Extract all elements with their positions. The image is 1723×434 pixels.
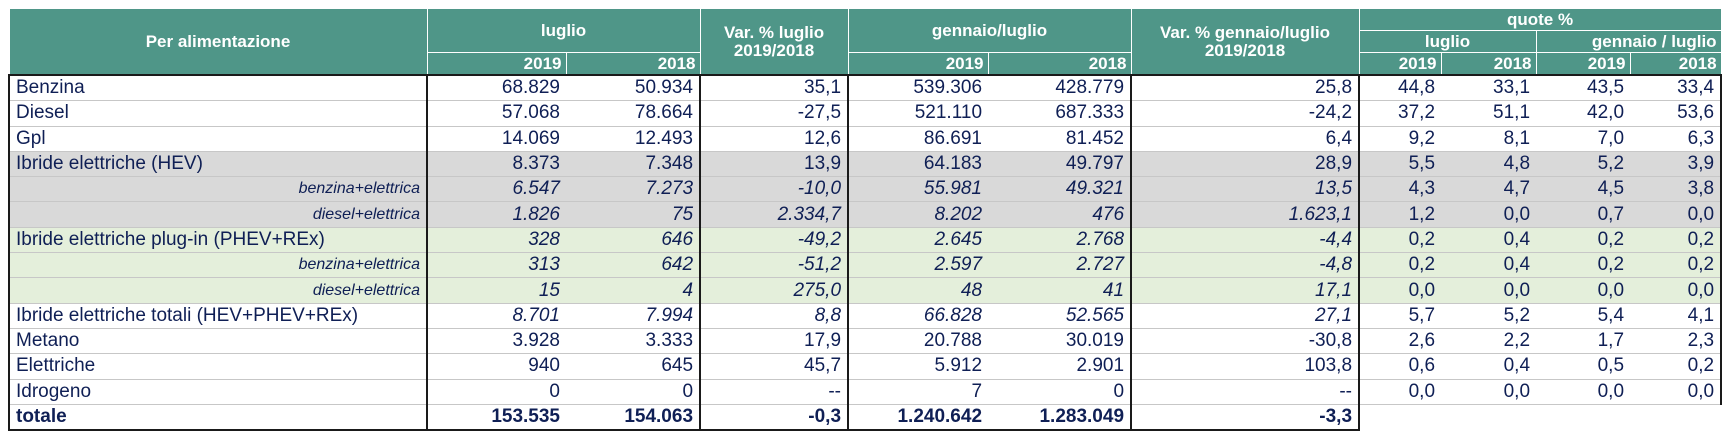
- cell-quote-luglio-2018: 51,1: [1441, 101, 1536, 126]
- cell-quote-luglio-2018: 33,1: [1441, 75, 1536, 101]
- cell-quote-gen-luglio-2018: 0,0: [1630, 278, 1721, 303]
- cell-quote-luglio-2019: 5,5: [1359, 151, 1441, 176]
- cell-quote-gen-luglio-2019: 43,5: [1536, 75, 1630, 101]
- cell-luglio-2019: 68.829: [427, 75, 566, 101]
- cell-gen-luglio-2018: 687.333: [988, 101, 1131, 126]
- header-per-alimentazione: Per alimentazione: [9, 9, 427, 76]
- cell-quote-luglio-2018: 0,4: [1441, 354, 1536, 379]
- cell-var-luglio: 12,6: [700, 126, 848, 151]
- row-label: diesel+elettrica: [9, 278, 427, 303]
- table-row: [9, 354, 1721, 379]
- cell-var-gen-luglio: 1.623,1: [1131, 202, 1359, 227]
- cell-quote-luglio-2019: 0,0: [1359, 379, 1441, 404]
- cell-luglio-2018: 7.273: [566, 177, 700, 202]
- cell-var-gen-luglio: 27,1: [1131, 303, 1359, 328]
- cell-luglio-2019: 8.373: [427, 151, 566, 176]
- cell-quote-gen-luglio-2018: 0,2: [1630, 227, 1721, 252]
- cell-quote-gen-luglio-2019: 7,0: [1536, 126, 1630, 151]
- cell-gen-luglio-2019: 5.912: [848, 354, 988, 379]
- cell-gen-luglio-2018: 81.452: [988, 126, 1131, 151]
- cell-luglio-2018: 642: [566, 253, 700, 278]
- cell-quote-luglio-2018: 5,2: [1441, 303, 1536, 328]
- cell-luglio-2018: 75: [566, 202, 700, 227]
- cell-quote-luglio-2019: 5,7: [1359, 303, 1441, 328]
- cell-quote-gen-luglio-2019: 5,4: [1536, 303, 1630, 328]
- cell-quote-luglio-2019: 37,2: [1359, 101, 1441, 126]
- header-gen-luglio-2018: 2018: [988, 53, 1131, 76]
- cell-quote-luglio-2019: 0,0: [1359, 278, 1441, 303]
- cell-quote-luglio-2018: 0,0: [1441, 379, 1536, 404]
- cell-var-gen-luglio: 13,5: [1131, 177, 1359, 202]
- cell-gen-luglio-2018: 52.565: [988, 303, 1131, 328]
- cell-gen-luglio-2018: 41: [988, 278, 1131, 303]
- table-row: [9, 202, 1721, 227]
- cell-gen-luglio-2019: 8.202: [848, 202, 988, 227]
- header-quote-luglio-2019: 2019: [1359, 53, 1441, 76]
- cell-gen-luglio-2019: 48: [848, 278, 988, 303]
- cell-var-luglio: 275,0: [700, 278, 848, 303]
- cell-quote-gen-luglio-2018: 53,6: [1630, 101, 1721, 126]
- cell-luglio-2019: 3.928: [427, 328, 566, 353]
- header-quote-gennaio-luglio: gennaio / luglio: [1536, 31, 1721, 53]
- cell-luglio-2019: 153.535: [427, 404, 566, 430]
- cell-var-luglio: 17,9: [700, 328, 848, 353]
- row-label: totale: [9, 404, 427, 430]
- cell-gen-luglio-2018: 30.019: [988, 328, 1131, 353]
- cell-var-luglio: 35,1: [700, 75, 848, 101]
- row-label: Diesel: [9, 101, 427, 126]
- header-gen-luglio-2019: 2019: [848, 53, 988, 76]
- cell-var-luglio: 8,8: [700, 303, 848, 328]
- cell-var-luglio: -51,2: [700, 253, 848, 278]
- cell-luglio-2019: 57.068: [427, 101, 566, 126]
- header-luglio-2019: 2019: [427, 53, 566, 76]
- table-row: [9, 75, 1721, 101]
- cell-quote-gen-luglio-2019: 0,2: [1536, 227, 1630, 252]
- cell-quote-gen-luglio-2019: 5,2: [1536, 151, 1630, 176]
- cell-gen-luglio-2019: 20.788: [848, 328, 988, 353]
- cell-quote-gen-luglio-2018: 0,2: [1630, 253, 1721, 278]
- header-quote-gen-luglio-2019: 2019: [1536, 53, 1630, 76]
- header-quote-luglio: luglio: [1359, 31, 1536, 53]
- cell-quote-luglio-2019: 44,8: [1359, 75, 1441, 101]
- cell-quote-luglio-2018: 4,7: [1441, 177, 1536, 202]
- cell-quote-luglio-2019: 9,2: [1359, 126, 1441, 151]
- cell-quote-luglio-2019: 0,6: [1359, 354, 1441, 379]
- cell-quote-gen-luglio-2018: 33,4: [1630, 75, 1721, 101]
- cell-quote-luglio-2019: 0,2: [1359, 253, 1441, 278]
- header-quote-gen-luglio-2018: 2018: [1630, 53, 1721, 76]
- table-row: [9, 303, 1721, 328]
- row-label: diesel+elettrica: [9, 202, 427, 227]
- cell-var-gen-luglio: 28,9: [1131, 151, 1359, 176]
- cell-gen-luglio-2018: 0: [988, 379, 1131, 404]
- table-row-total: [9, 404, 1721, 430]
- cell-gen-luglio-2019: 7: [848, 379, 988, 404]
- cell-quote-gen-luglio-2019: 0,0: [1536, 379, 1630, 404]
- cell-gen-luglio-2019: 521.110: [848, 101, 988, 126]
- cell-var-gen-luglio: -3,3: [1131, 404, 1359, 430]
- header-var-luglio: Var. % luglio 2019/2018: [700, 9, 848, 76]
- cell-gen-luglio-2018: 49.321: [988, 177, 1131, 202]
- table-row: [9, 151, 1721, 176]
- cell-quote-gen-luglio-2018: 4,1: [1630, 303, 1721, 328]
- table-row: [9, 328, 1721, 353]
- cell-luglio-2018: 78.664: [566, 101, 700, 126]
- cell-gen-luglio-2018: 2.768: [988, 227, 1131, 252]
- registrations-by-fuel-table: [8, 8, 1722, 431]
- row-label: benzina+elettrica: [9, 253, 427, 278]
- cell-quote-gen-luglio-2019: 0,2: [1536, 253, 1630, 278]
- header-quote: quote %: [1359, 9, 1721, 31]
- table-row: [9, 379, 1721, 404]
- row-label: Elettriche: [9, 354, 427, 379]
- cell-gen-luglio-2019: 66.828: [848, 303, 988, 328]
- cell-luglio-2019: 313: [427, 253, 566, 278]
- cell-quote-luglio-2019: 0,2: [1359, 227, 1441, 252]
- cell-gen-luglio-2019: 1.240.642: [848, 404, 988, 430]
- cell-luglio-2019: 328: [427, 227, 566, 252]
- cell-luglio-2018: 645: [566, 354, 700, 379]
- empty-quote-cell: [1359, 404, 1721, 430]
- cell-luglio-2019: 0: [427, 379, 566, 404]
- row-label: benzina+elettrica: [9, 177, 427, 202]
- cell-var-luglio: -0,3: [700, 404, 848, 430]
- cell-gen-luglio-2019: 539.306: [848, 75, 988, 101]
- table-row: [9, 253, 1721, 278]
- cell-luglio-2018: 12.493: [566, 126, 700, 151]
- cell-quote-gen-luglio-2019: 0,5: [1536, 354, 1630, 379]
- cell-quote-gen-luglio-2019: 42,0: [1536, 101, 1630, 126]
- cell-var-gen-luglio: 103,8: [1131, 354, 1359, 379]
- cell-var-luglio: -10,0: [700, 177, 848, 202]
- table-row: [9, 177, 1721, 202]
- cell-gen-luglio-2018: 2.901: [988, 354, 1131, 379]
- header-var-gennaio-luglio: Var. % gennaio/luglio 2019/2018: [1131, 9, 1359, 76]
- header-quote-luglio-2018: 2018: [1441, 53, 1536, 76]
- cell-gen-luglio-2018: 1.283.049: [988, 404, 1131, 430]
- cell-gen-luglio-2019: 2.645: [848, 227, 988, 252]
- cell-gen-luglio-2019: 86.691: [848, 126, 988, 151]
- header-luglio: luglio: [427, 9, 700, 53]
- cell-quote-luglio-2018: 0,0: [1441, 278, 1536, 303]
- cell-quote-luglio-2018: 0,4: [1441, 253, 1536, 278]
- cell-var-luglio: 13,9: [700, 151, 848, 176]
- table-row: [9, 126, 1721, 151]
- cell-luglio-2018: 154.063: [566, 404, 700, 430]
- row-label: Gpl: [9, 126, 427, 151]
- row-label: Ibride elettriche totali (HEV+PHEV+REx): [9, 303, 427, 328]
- cell-quote-luglio-2018: 4,8: [1441, 151, 1536, 176]
- row-label: Ibride elettriche (HEV): [9, 151, 427, 176]
- cell-gen-luglio-2018: 49.797: [988, 151, 1131, 176]
- cell-gen-luglio-2018: 2.727: [988, 253, 1131, 278]
- cell-luglio-2019: 8.701: [427, 303, 566, 328]
- cell-var-luglio: -49,2: [700, 227, 848, 252]
- cell-gen-luglio-2019: 64.183: [848, 151, 988, 176]
- cell-luglio-2019: 1.826: [427, 202, 566, 227]
- cell-luglio-2019: 6.547: [427, 177, 566, 202]
- cell-luglio-2018: 50.934: [566, 75, 700, 101]
- cell-quote-gen-luglio-2019: 0,0: [1536, 278, 1630, 303]
- cell-luglio-2018: 0: [566, 379, 700, 404]
- cell-var-gen-luglio: -4,4: [1131, 227, 1359, 252]
- cell-quote-luglio-2018: 0,4: [1441, 227, 1536, 252]
- cell-gen-luglio-2018: 476: [988, 202, 1131, 227]
- cell-var-gen-luglio: -24,2: [1131, 101, 1359, 126]
- cell-var-luglio: --: [700, 379, 848, 404]
- cell-var-luglio: 45,7: [700, 354, 848, 379]
- cell-var-gen-luglio: -4,8: [1131, 253, 1359, 278]
- cell-luglio-2019: 14.069: [427, 126, 566, 151]
- cell-var-luglio: -27,5: [700, 101, 848, 126]
- cell-quote-luglio-2018: 8,1: [1441, 126, 1536, 151]
- header-luglio-2018: 2018: [566, 53, 700, 76]
- cell-var-gen-luglio: --: [1131, 379, 1359, 404]
- cell-luglio-2018: 3.333: [566, 328, 700, 353]
- row-label: Benzina: [9, 75, 427, 101]
- cell-luglio-2018: 7.348: [566, 151, 700, 176]
- cell-quote-gen-luglio-2018: 2,3: [1630, 328, 1721, 353]
- cell-quote-luglio-2018: 0,0: [1441, 202, 1536, 227]
- cell-quote-gen-luglio-2019: 4,5: [1536, 177, 1630, 202]
- cell-luglio-2018: 646: [566, 227, 700, 252]
- cell-quote-gen-luglio-2018: 0,0: [1630, 379, 1721, 404]
- table-row: [9, 227, 1721, 252]
- row-label: Idrogeno: [9, 379, 427, 404]
- cell-quote-luglio-2018: 2,2: [1441, 328, 1536, 353]
- cell-gen-luglio-2019: 2.597: [848, 253, 988, 278]
- cell-gen-luglio-2019: 55.981: [848, 177, 988, 202]
- cell-quote-luglio-2019: 2,6: [1359, 328, 1441, 353]
- cell-var-gen-luglio: 25,8: [1131, 75, 1359, 101]
- cell-quote-gen-luglio-2018: 6,3: [1630, 126, 1721, 151]
- cell-var-luglio: 2.334,7: [700, 202, 848, 227]
- cell-luglio-2019: 940: [427, 354, 566, 379]
- table-row: [9, 278, 1721, 303]
- cell-quote-gen-luglio-2018: 3,8: [1630, 177, 1721, 202]
- cell-quote-luglio-2019: 1,2: [1359, 202, 1441, 227]
- cell-gen-luglio-2018: 428.779: [988, 75, 1131, 101]
- cell-quote-gen-luglio-2018: 0,2: [1630, 354, 1721, 379]
- row-label: Ibride elettriche plug-in (PHEV+REx): [9, 227, 427, 252]
- row-label: Metano: [9, 328, 427, 353]
- table-row: [9, 101, 1721, 126]
- cell-quote-luglio-2019: 4,3: [1359, 177, 1441, 202]
- cell-luglio-2018: 4: [566, 278, 700, 303]
- cell-quote-gen-luglio-2019: 1,7: [1536, 328, 1630, 353]
- cell-quote-gen-luglio-2019: 0,7: [1536, 202, 1630, 227]
- header-gennaio-luglio: gennaio/luglio: [848, 9, 1131, 53]
- cell-luglio-2018: 7.994: [566, 303, 700, 328]
- cell-var-gen-luglio: -30,8: [1131, 328, 1359, 353]
- cell-var-gen-luglio: 17,1: [1131, 278, 1359, 303]
- cell-var-gen-luglio: 6,4: [1131, 126, 1359, 151]
- cell-quote-gen-luglio-2018: 0,0: [1630, 202, 1721, 227]
- cell-quote-gen-luglio-2018: 3,9: [1630, 151, 1721, 176]
- cell-luglio-2019: 15: [427, 278, 566, 303]
